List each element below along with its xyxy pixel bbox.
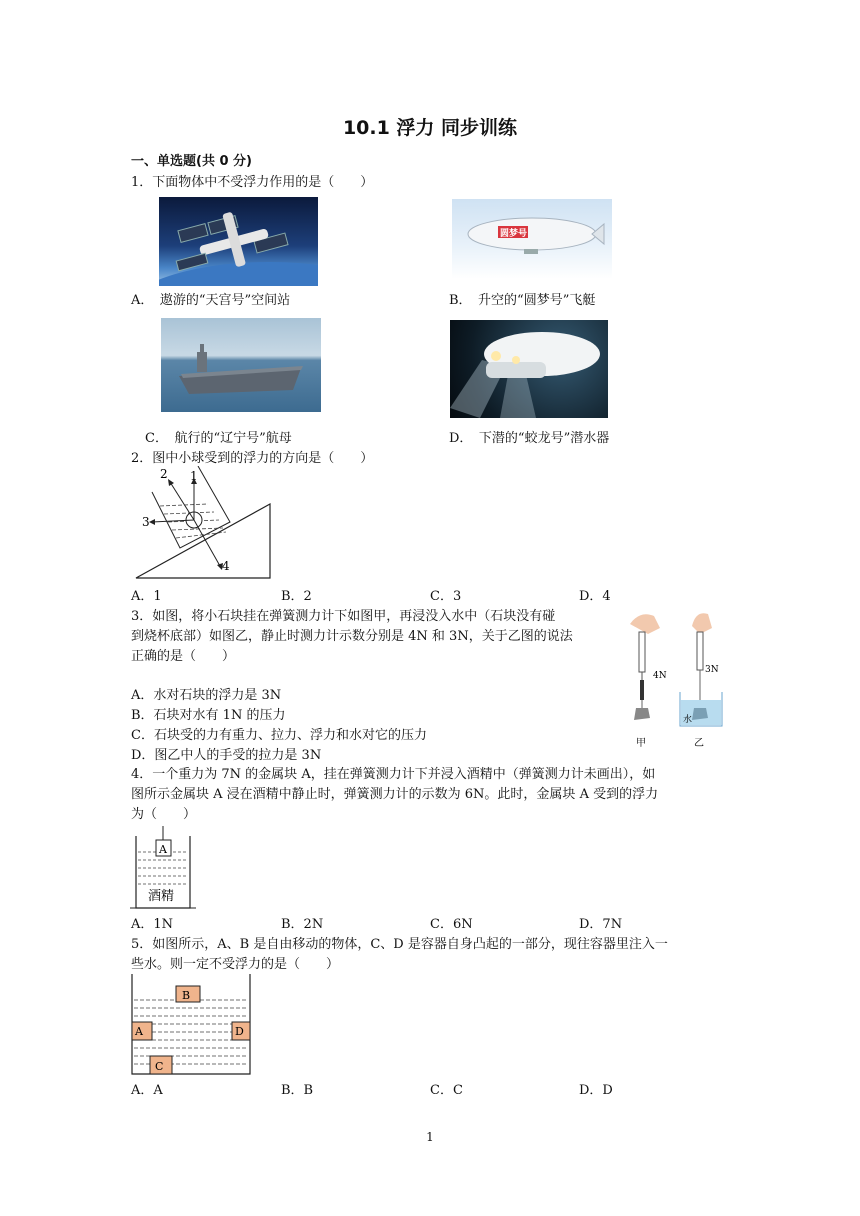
q1-stem: 1．下面物体中不受浮力作用的是（ ） (131, 175, 374, 190)
q4-line3: 为（ ） (131, 807, 197, 822)
submersible-image (450, 320, 608, 418)
q2-stem: 2．图中小球受到的浮力的方向是（ ） (131, 451, 374, 466)
q3-option-d: D．图乙中人的手受的拉力是 3N (131, 748, 322, 763)
spring-scale-figure (626, 608, 732, 754)
q5-label-d: D (235, 1025, 244, 1038)
q1-option-c: C． 航行的“辽宁号”航母 (145, 431, 292, 446)
airship-image (452, 199, 612, 279)
q4-option-d: D．7N (579, 917, 623, 932)
q5-option-a: A．A (131, 1083, 163, 1098)
water-label: 水 (683, 715, 693, 725)
q5-label-b: B (182, 989, 191, 1002)
space-station-drawing (159, 197, 318, 286)
alcohol-beaker-diagram (130, 824, 196, 910)
q4-line2: 图所示金属块 A 浸在酒精中静止时，弹簧测力计的示数为 6N。此时，金属块 A 受到的浮力 (131, 787, 659, 802)
label-yi: 乙 (694, 738, 704, 749)
q1-option-a: A． 遨游的“天宫号”空间站 (131, 293, 291, 308)
block-a-label: A (159, 843, 167, 856)
submersible-drawing (450, 320, 608, 418)
q5-option-b: B．B (281, 1083, 314, 1098)
space-station-image (159, 197, 318, 286)
incline-ball-diagram (128, 466, 278, 582)
reading-jia: 4N (653, 671, 667, 681)
q3-option-c: C．石块受的力有重力、拉力、浮力和水对它的压力 (131, 728, 427, 743)
aircraft-carrier-image (161, 318, 321, 412)
q5-option-c: C．C (430, 1083, 463, 1098)
q5-line1: 5．如图所示，A、B 是自由移动的物体，C、D 是容器自身凸起的一部分，现往容器里注入一 (131, 937, 668, 952)
q3-line3: 正确的是（ ） (131, 649, 236, 664)
q2-option-b: B．2 (281, 589, 312, 604)
q2-label-4: 4 (222, 559, 230, 573)
q3-line1: 3．如图，将小石块挂在弹簧测力计下如图甲，再浸没入水中（石块没有碰 (131, 609, 556, 624)
section-heading: 一、单选题(共 0 分) (131, 154, 252, 169)
page-title: 10.1 浮力 同步训练 (342, 117, 518, 139)
q3-line2: 到烧杯底部）如图乙，静止时测力计示数分别是 4N 和 3N，关于乙图的说法 (131, 629, 573, 644)
q1-option-b: B． 升空的“圆梦号”飞艇 (449, 293, 596, 308)
q4-option-a: A．1N (131, 917, 174, 932)
q5-label-a: A (135, 1025, 143, 1038)
airship-drawing (452, 199, 612, 279)
q4-line1: 4．一个重力为 7N 的金属块 A，挂在弹簧测力计下并浸入酒精中（弹簧测力计未画出），如 (131, 767, 656, 782)
q4-option-c: C．6N (430, 917, 473, 932)
q2-option-c: C．3 (430, 589, 462, 604)
q3-option-b: B．石块对水有 1N 的压力 (131, 708, 286, 723)
q5-option-d: D．D (579, 1083, 613, 1098)
q2-label-3: 3 (142, 515, 150, 529)
q2-label-1: 1 (190, 469, 198, 483)
q5-label-c: C (155, 1060, 164, 1073)
q1-option-d: D． 下潜的“蛟龙号”潜水器 (449, 431, 610, 446)
q3-option-a: A．水对石块的浮力是 3N (131, 688, 282, 703)
q2-option-d: D．4 (579, 589, 611, 604)
alcohol-label: 酒精 (148, 889, 175, 904)
label-jia: 甲 (636, 738, 646, 749)
q2-option-a: A．1 (131, 589, 162, 604)
q2-label-2: 2 (160, 467, 168, 481)
container-blocks-diagram (130, 972, 254, 1076)
q5-line2: 些水。则一定不受浮力的是（ ） (131, 957, 340, 972)
page-number: 1 (426, 1130, 434, 1144)
reading-yi: 3N (705, 665, 719, 675)
airship-label: 圆梦号 (500, 229, 528, 239)
carrier-drawing (161, 318, 321, 412)
q4-option-b: B．2N (281, 917, 324, 932)
